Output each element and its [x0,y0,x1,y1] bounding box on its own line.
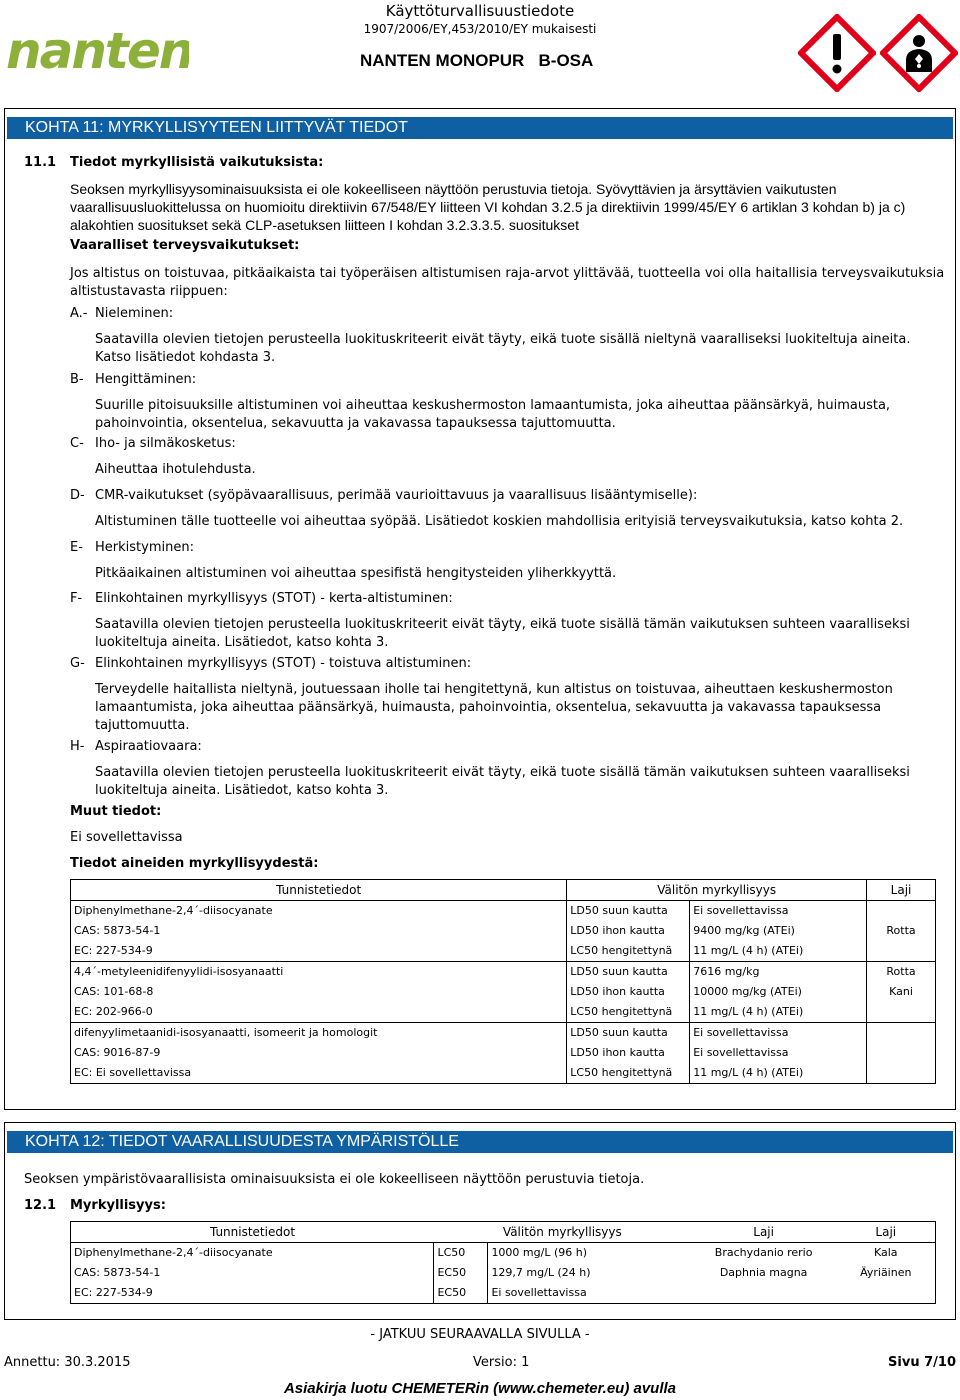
species: Daphnia magna [719,1266,808,1279]
item-d-letter: D- [70,488,85,503]
species: Rotta [867,962,936,983]
column-header-species-group: Laji [875,1225,897,1239]
table-row [71,1023,936,1044]
item-h-letter: H- [70,739,85,754]
test-type: EC50 [434,1263,488,1283]
test-type: LD50 suun kautta [567,901,690,922]
item-g-letter: G- [70,656,85,671]
other-info-text: Ei sovellettavissa [70,830,183,845]
ec-number: EC: 227-534-9 [74,944,153,957]
test-value: Ei sovellettavissa [690,1023,867,1044]
item-f-text: Saatavilla olevien tietojen perusteella luokituskriteerit eivät täyty, eikä tuote sisällä tämän vaikutuksen suhteen vaaralliseksi luokiteltuja aineita. Lisätiedot, katso kohta 3. [95,617,910,650]
page-number: Sivu 7/10 [888,1355,956,1370]
column-header-acute-toxicity: Välitön myrkyllisyys [502,1225,622,1239]
species [867,1002,936,1023]
item-f-letter: F- [70,591,83,606]
test-value: Ei sovellettavissa [488,1283,691,1304]
species-group: Kala [837,1243,936,1264]
table-row [71,962,936,983]
item-a-letter: A.- [70,306,88,321]
test-type: LD50 ihon kautta [567,921,690,941]
test-type: EC50 [434,1283,488,1304]
column-header-identification: Tunnistetiedot [276,883,362,897]
ec-number: EC: 202-966-0 [74,1005,153,1018]
substance-name: Diphenylmethane-2,4´-diisocyanate [71,1243,434,1264]
species: Brachydanio rerio [691,1243,837,1264]
cas-number: CAS: 101-68-8 [74,985,154,998]
cas-number: CAS: 5873-54-1 [74,1266,161,1279]
regulation-reference: 1907/2006/EY,453/2010/EY mukaisesti [363,22,597,36]
other-info-heading: Muut tiedot: [70,804,162,819]
test-type: LC50 hengitettynä [567,941,690,962]
subsection-12-1-title: Myrkyllisyys: [70,1198,166,1213]
item-d-title: CMR-vaikutukset (syöpävaarallisuus, perimää vaurioittavuus ja vaarallisuus lisääntymiselle): [95,488,698,503]
issue-date: Annettu: 30.3.2015 [4,1355,131,1370]
item-d-text: Altistuminen tälle tuotteelle voi aiheuttaa syöpää. Lisätiedot koskien mahdollisia erityisiä terveysvaikutuksia, katso kohta 2. [95,514,904,529]
item-b-text: Suurille pitoisuuksille altistuminen voi aiheuttaa keskushermoston lamaantumista, joka aiheuttaa päänsärkyä, huimausta, pahoinvointia, oksentelua, sekavuutta ja vakavassa tapauksessa tajuttomuutta. [95,398,891,431]
item-h-text: Saatavilla olevien tietojen perusteella luokituskriteerit eivät täyty, eikä tuote sisällä tämän vaikutuksen suhteen vaaralliseksi luokiteltuja aineita. Lisätiedot, katso kohta 3. [95,765,910,798]
ecotoxicology-intro: Seoksen ympäristövaarallisista ominaisuuksista ei ole kokeelliseen näyttöön perustuvia tietoja. [24,1172,645,1187]
ecotoxicity-table [70,1221,936,1304]
company-logo [4,20,189,78]
species [867,941,936,962]
table-header-row [71,880,936,901]
test-value: Ei sovellettavissa [690,901,867,922]
species: Rotta [867,921,936,941]
species-group [837,1283,936,1304]
table-row [71,901,936,922]
test-value: 11 mg/L (4 h) (ATEi) [690,1063,867,1084]
substance-toxicity-heading: Tiedot aineiden myrkyllisyydestä: [70,856,319,871]
test-value: 11 mg/L (4 h) (ATEi) [690,1002,867,1023]
item-e-text: Pitkäaikainen altistuminen voi aiheuttaa spesifistä hengitysteiden yliherkkyyttä. [95,566,617,581]
column-header-species: Laji [753,1225,774,1239]
item-e-letter: E- [70,540,83,555]
subsection-11-1-number: 11.1 [24,155,57,170]
test-value: 7616 mg/kg [690,962,867,983]
table-row [71,1243,936,1264]
test-type: LC50 hengitettynä [567,1002,690,1023]
table-row [71,1263,936,1283]
test-value: Ei sovellettavissa [690,1043,867,1063]
substance-name: difenyylimetaanidi-isosyanaatti, isomeerit ja homologit [71,1023,567,1044]
ec-number: EC: 227-534-9 [74,1286,153,1299]
product-name: NANTEN MONOPUR B-OSA [360,51,594,70]
section-11-banner: KOHTA 11: MYRKYLLISYYTEEN LIITTYVÄT TIEDOT [7,117,953,139]
item-c-text: Aiheuttaa ihotulehdusta. [95,462,256,477]
test-value: 11 mg/L (4 h) (ATEi) [690,941,867,962]
item-c-letter: C- [70,436,84,451]
table-row [71,1063,936,1084]
item-b-letter: B- [70,372,84,387]
subsection-11-1-title: Tiedot myrkyllisistä vaikutuksista: [70,155,324,170]
toxicology-intro: Seoksen myrkyllisyysominaisuuksista ei ole kokeelliseen näyttöön perustuvia tietoja. Syövyttävien ja ärsyttävien vaikutusten vaarallisuusluokittelussa on huomioitu direktiivin 67/548/EY liitteen VI kohdan 3.2.5 ja direktiivin 1999/45/EY 6 artiklan 3 kohdan b) ja c) alakohtien suositukset sekä CLP-asetuksen liitteen I kohdan 3.2.3.3.5. suositukset [70,181,906,233]
table-header-row [71,1222,936,1243]
table-row [71,982,936,1002]
test-type: LD50 suun kautta [567,962,690,983]
item-b-title: Hengittäminen: [95,372,197,387]
species-group: Äyriäinen [860,1266,912,1279]
item-c-title: Iho- ja silmäkosketus: [95,436,236,451]
section-12-banner: KOHTA 12: TIEDOT VAARALLISUUDESTA YMPÄRISTÖLLE [7,1131,953,1153]
species [691,1283,837,1304]
item-a-title: Nieleminen: [95,306,174,321]
item-h-title: Aspiraatiovaara: [95,739,202,754]
table-row [71,1283,936,1304]
test-value: 1000 mg/L (96 h) [488,1243,691,1264]
hazards-heading: Vaaralliset terveysvaikutukset: [70,238,300,253]
species [867,1023,936,1044]
exclamation-hazard-icon [798,14,876,92]
substance-name: 4,4´-metyleenidifenyylidi-isosyanaatti [71,962,567,983]
test-value: 9400 mg/kg (ATEi) [690,921,867,941]
hazards-intro: Jos altistus on toistuvaa, pitkäaikaista tai työperäisen altistumisen raja-arvot ylittävää, tuotteella voi olla haitallisia terveysvaikutuksia altistustavasta riippuen: [70,266,945,299]
cas-number: CAS: 9016-87-9 [74,1046,161,1059]
item-g-title: Elinkohtainen myrkyllisyys (STOT) - toistuva altistuminen: [95,656,472,671]
item-e-title: Herkistyminen: [95,540,194,555]
document-title: Käyttöturvallisuustiedote [385,2,575,20]
test-type: LD50 ihon kautta [567,982,690,1002]
column-header-acute-toxicity: Välitön myrkyllisyys [567,880,867,901]
logo-text: nanten [6,22,189,78]
ec-number: EC: Ei sovellettavissa [74,1066,192,1079]
version: Versio: 1 [473,1355,530,1370]
test-type: LC50 hengitettynä [567,1063,690,1084]
substance-toxicity-table [70,879,936,1084]
subsection-12-1-number: 12.1 [24,1198,57,1213]
table-row [71,921,936,941]
species [867,1063,936,1084]
table-row [71,1002,936,1023]
test-type: LC50 [434,1243,488,1264]
health-hazard-icon [880,14,958,92]
test-type: LD50 suun kautta [567,1023,690,1044]
species [867,1043,936,1063]
continues-next-page: - JATKUU SEURAAVALLA SIVULLA - [370,1327,590,1342]
item-g-text: Terveydelle haitallista nieltynä, joutuessaan iholle tai hengitettynä, kun altistus on toistuvaa, aiheuttaen keskushermoston lamaantumista, joka aiheuttaa päänsärkyä, huimausta, pahoinvointia, oksentelua, sekavuutta ja vakavassa tapauksessa tajuttomuutta. [95,682,893,733]
species: Kani [867,982,936,1002]
column-header-species: Laji [867,880,936,901]
test-value: 10000 mg/kg (ATEi) [690,982,867,1002]
column-header-identification: Tunnistetiedot [209,1225,296,1239]
table-row [71,941,936,962]
table-row [71,1043,936,1063]
cas-number: CAS: 5873-54-1 [74,924,161,937]
item-f-title: Elinkohtainen myrkyllisyys (STOT) - kerta-altistuminen: [95,591,453,606]
substance-name: Diphenylmethane-2,4´-diisocyanate [71,901,567,922]
test-type: LD50 ihon kautta [567,1043,690,1063]
species [867,901,936,922]
generated-by-note: Asiakirja luotu CHEMETERin (www.chemeter.eu) avulla [283,1380,677,1397]
item-a-text: Saatavilla olevien tietojen perusteella luokituskriteerit eivät täyty, eikä tuote sisällä nieltynä vaaralliseksi luokiteltuja aineita. Katso lisätiedot kohdasta 3. [95,332,911,365]
test-value: 129,7 mg/L (24 h) [488,1263,691,1283]
